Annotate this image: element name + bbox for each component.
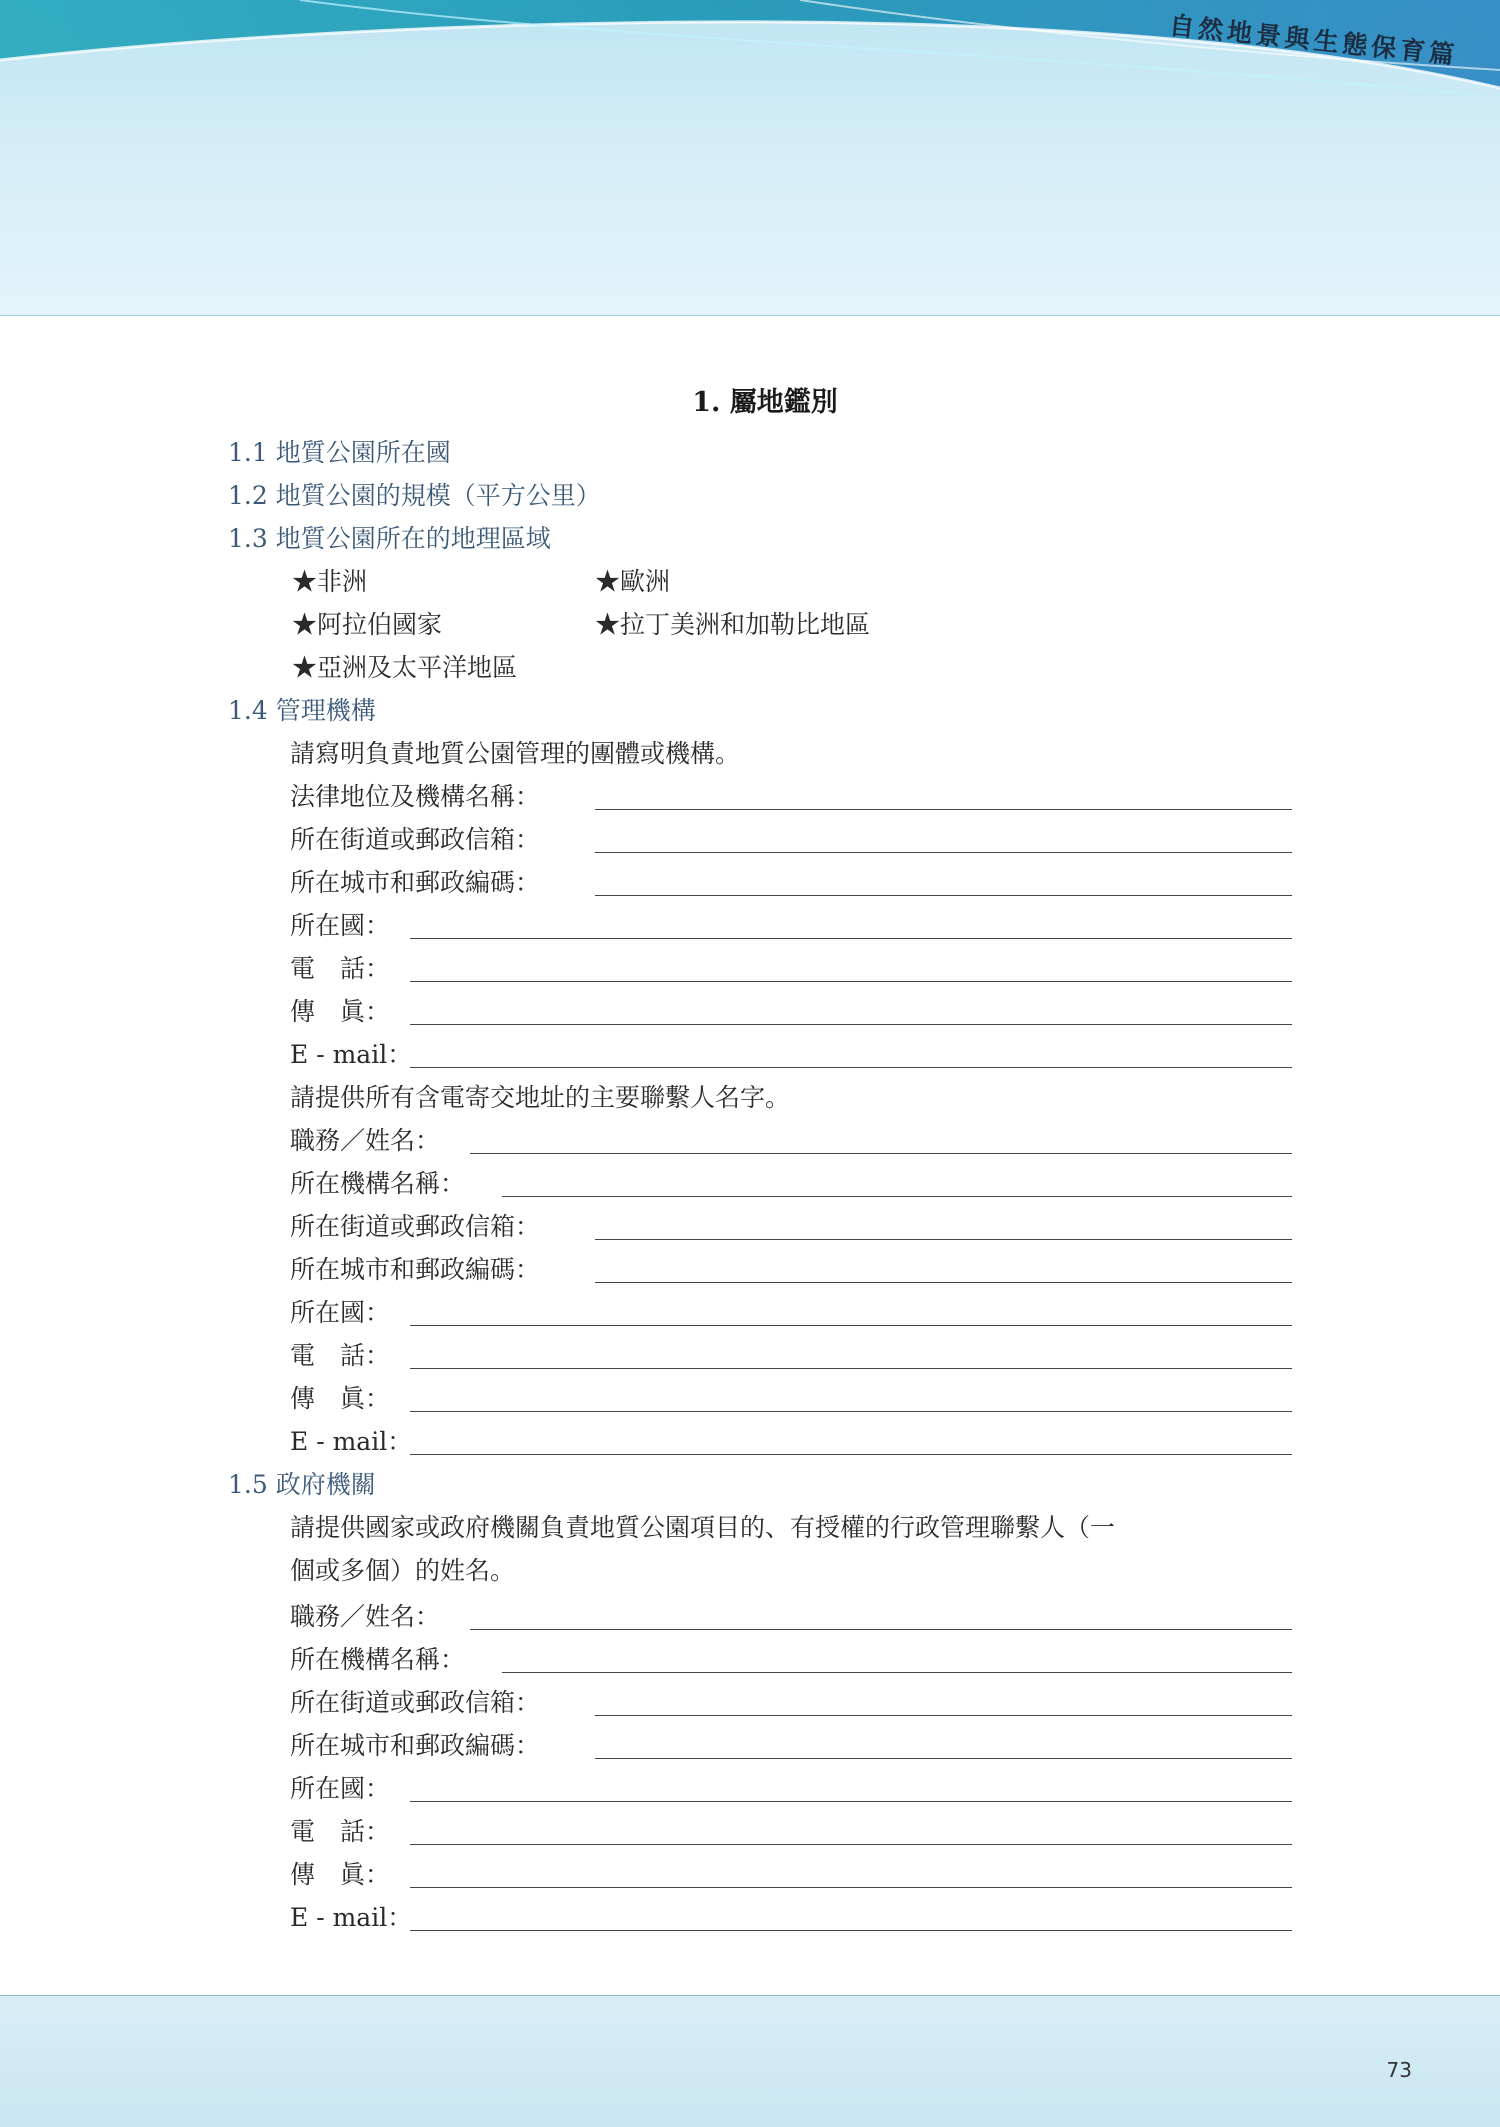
field-label: E - mail： bbox=[290, 1040, 413, 1069]
region-option-arab-states: ★阿拉伯國家 bbox=[292, 610, 443, 639]
gov-title-name-field[interactable] bbox=[290, 1600, 1292, 1634]
blank-line bbox=[470, 1153, 1292, 1154]
page-title: 1. 屬地鑑別 bbox=[692, 387, 838, 418]
section-label: 自然地景與生態保育篇 bbox=[1167, 10, 1460, 70]
blank-line bbox=[595, 809, 1292, 810]
email-field[interactable] bbox=[290, 1038, 1292, 1072]
header-band bbox=[0, 0, 1500, 316]
blank-line bbox=[410, 1887, 1292, 1888]
blank-line bbox=[595, 895, 1292, 896]
field-label: 傳 眞： bbox=[290, 1384, 391, 1413]
field-label: 職務／姓名： bbox=[290, 1602, 441, 1631]
gov-email-field[interactable] bbox=[290, 1901, 1292, 1935]
blank-line bbox=[410, 1454, 1292, 1455]
field-label: 職務／姓名： bbox=[290, 1126, 441, 1155]
section-1-4-heading: 1.4 管理機構 bbox=[228, 696, 376, 725]
blank-line bbox=[410, 1844, 1292, 1845]
field-label: 電 話： bbox=[290, 954, 391, 983]
section-1-2-heading: 1.2 地質公園的規模（平方公里） bbox=[228, 481, 601, 510]
section-1-3-heading: 1.3 地質公園所在的地理區域 bbox=[228, 524, 551, 553]
contact-title-name-field[interactable] bbox=[290, 1124, 1292, 1158]
blank-line bbox=[502, 1196, 1292, 1197]
contact-organization-field[interactable] bbox=[290, 1167, 1292, 1201]
field-label: 所在城市和郵政編碼： bbox=[290, 868, 541, 897]
field-label: 所在機構名稱： bbox=[290, 1645, 466, 1674]
gov-phone-field[interactable] bbox=[290, 1815, 1292, 1849]
field-label: 電 話： bbox=[290, 1817, 391, 1846]
field-label: 法律地位及機構名稱： bbox=[290, 782, 541, 811]
field-label: 所在街道或郵政信箱： bbox=[290, 1212, 541, 1241]
footer-band bbox=[0, 1995, 1500, 2127]
field-label: 所在國： bbox=[290, 1298, 391, 1327]
page-number: 73 bbox=[1386, 2058, 1412, 2082]
street-address-field[interactable] bbox=[290, 823, 1292, 857]
contact-city-postcode-field[interactable] bbox=[290, 1253, 1292, 1287]
field-label: 所在街道或郵政信箱： bbox=[290, 825, 541, 854]
section-1-5-intro-line-2: 個或多個）的姓名。 bbox=[290, 1556, 516, 1585]
legal-status-field[interactable] bbox=[290, 780, 1292, 814]
gov-city-postcode-field[interactable] bbox=[290, 1729, 1292, 1763]
section-1-5-heading: 1.5 政府機關 bbox=[228, 1470, 376, 1499]
blank-line bbox=[410, 1368, 1292, 1369]
contact-intro: 請提供所有含電寄交地址的主要聯繫人名字。 bbox=[290, 1083, 791, 1112]
blank-line bbox=[502, 1672, 1292, 1673]
contact-email-field[interactable] bbox=[290, 1425, 1292, 1459]
field-label: 所在機構名稱： bbox=[290, 1169, 466, 1198]
gov-fax-field[interactable] bbox=[290, 1858, 1292, 1892]
contact-country-field[interactable] bbox=[290, 1296, 1292, 1330]
region-option-europe: ★歐洲 bbox=[595, 567, 671, 596]
blank-line bbox=[470, 1629, 1292, 1630]
region-option-asia-pacific: ★亞洲及太平洋地區 bbox=[292, 653, 518, 682]
gov-street-address-field[interactable] bbox=[290, 1686, 1292, 1720]
blank-line bbox=[410, 938, 1292, 939]
blank-line bbox=[410, 1801, 1292, 1802]
blank-line bbox=[410, 1067, 1292, 1068]
section-1-5-intro-line-1: 請提供國家或政府機關負責地質公園項目的、有授權的行政管理聯繫人（一 bbox=[290, 1513, 1116, 1542]
blank-line bbox=[410, 981, 1292, 982]
region-option-africa: ★非洲 bbox=[292, 567, 368, 596]
field-label: 所在街道或郵政信箱： bbox=[290, 1688, 541, 1717]
field-label: 傳 眞： bbox=[290, 997, 391, 1026]
contact-phone-field[interactable] bbox=[290, 1339, 1292, 1373]
blank-line bbox=[595, 852, 1292, 853]
blank-line bbox=[595, 1282, 1292, 1283]
country-field[interactable] bbox=[290, 909, 1292, 943]
field-label: 所在國： bbox=[290, 911, 391, 940]
phone-field[interactable] bbox=[290, 952, 1292, 986]
blank-line bbox=[595, 1239, 1292, 1240]
blank-line bbox=[410, 1930, 1292, 1931]
gov-organization-field[interactable] bbox=[290, 1643, 1292, 1677]
blank-line bbox=[595, 1715, 1292, 1716]
field-label: 所在城市和郵政編碼： bbox=[290, 1255, 541, 1284]
field-label: 所在國： bbox=[290, 1774, 391, 1803]
city-postcode-field[interactable] bbox=[290, 866, 1292, 900]
gov-country-field[interactable] bbox=[290, 1772, 1292, 1806]
blank-line bbox=[595, 1758, 1292, 1759]
field-label: 所在城市和郵政編碼： bbox=[290, 1731, 541, 1760]
contact-fax-field[interactable] bbox=[290, 1382, 1292, 1416]
region-option-latin-america: ★拉丁美洲和加勒比地區 bbox=[595, 610, 871, 639]
blank-line bbox=[410, 1411, 1292, 1412]
blank-line bbox=[410, 1325, 1292, 1326]
field-label: 電 話： bbox=[290, 1341, 391, 1370]
contact-street-address-field[interactable] bbox=[290, 1210, 1292, 1244]
field-label: 傳 眞： bbox=[290, 1860, 391, 1889]
fax-field[interactable] bbox=[290, 995, 1292, 1029]
field-label: E - mail： bbox=[290, 1427, 413, 1456]
section-1-1-heading: 1.1 地質公園所在國 bbox=[228, 438, 451, 467]
section-1-4-intro: 請寫明負責地質公園管理的團體或機構。 bbox=[290, 739, 741, 768]
field-label: E - mail： bbox=[290, 1903, 413, 1932]
blank-line bbox=[410, 1024, 1292, 1025]
